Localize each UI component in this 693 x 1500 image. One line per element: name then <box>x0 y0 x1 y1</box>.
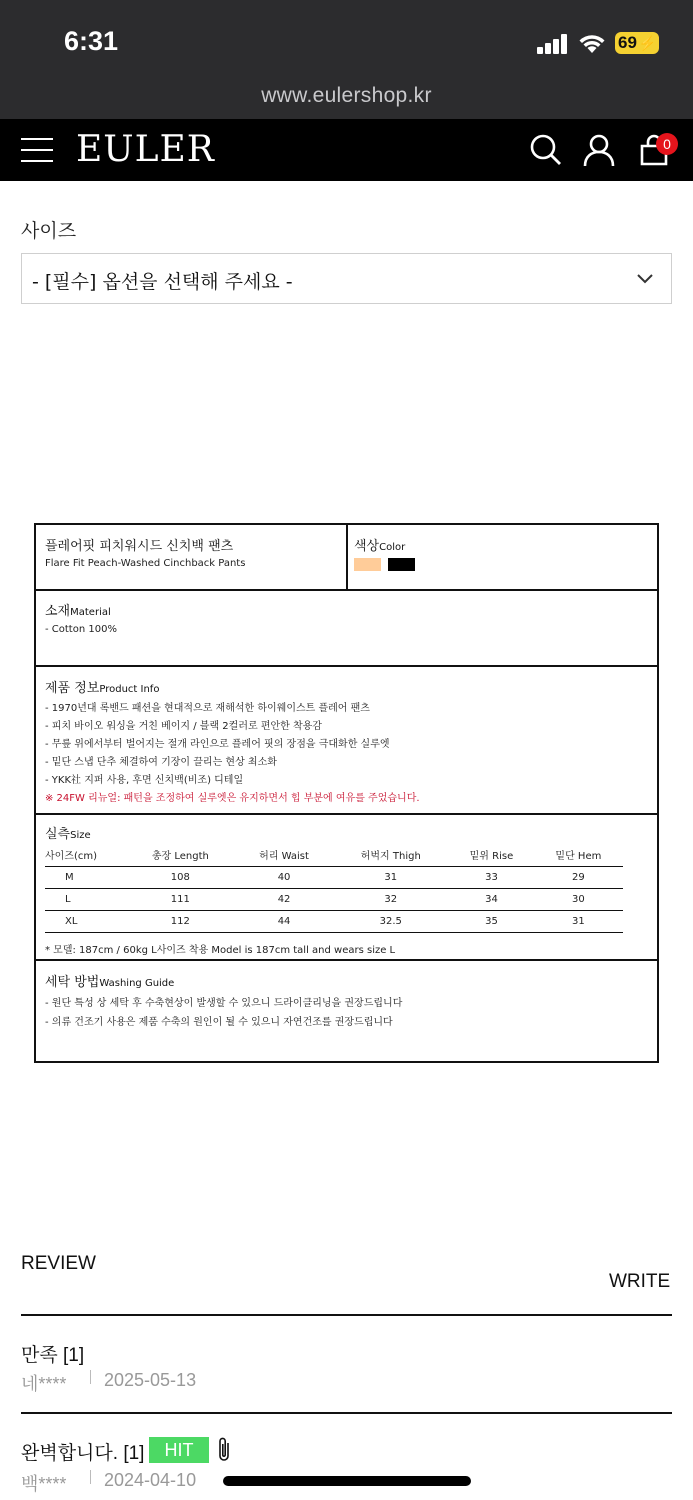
size-select-value: - [필수] 옵션을 선택해 주세요 - <box>32 271 293 293</box>
table-row: L 111 42 32 34 30 <box>45 889 623 911</box>
address-bar[interactable]: www.eulershop.kr <box>261 84 432 107</box>
review-date: 2025-05-13 <box>104 1370 197 1390</box>
color-title: 색상Color <box>354 539 406 554</box>
paperclip-icon <box>215 1436 233 1464</box>
product-name-en: Flare Fit Peach-Washed Cinchback Pants <box>45 558 246 569</box>
hit-badge: HIT <box>149 1437 209 1463</box>
size-title: 실측Size <box>45 827 91 842</box>
review-section-title: REVIEW <box>21 1253 96 1274</box>
model-note: * 모델: 187cm / 60kg L사이즈 착용 Model is 187cm tall and wears size L <box>45 945 396 956</box>
material-title: 소재Material <box>45 604 111 619</box>
info-line: - YKK社 지퍼 사용, 후면 신치백(비조) 디테일 <box>45 775 244 786</box>
battery-icon: 69 ⚡ <box>615 32 659 54</box>
info-line: - 밑단 스냅 단추 체결하여 기장이 끌리는 현상 최소화 <box>45 757 277 768</box>
status-time: 6:31 <box>64 26 119 56</box>
chevron-down-icon <box>635 268 655 288</box>
size-row <box>36 815 657 961</box>
wifi-icon <box>577 31 607 55</box>
wash-line: - 의류 건조기 사용은 제품 수축의 원인이 될 수 있으니 자연건조를 권장드립니다 <box>45 1017 393 1028</box>
size-table-header: 사이즈(cm) 총장 Length 허리 Waist 허벅지 Thigh 밑위 Rise 밑단 Hem <box>45 844 623 867</box>
product-info-title: 제품 정보Product Info <box>45 681 160 696</box>
home-indicator[interactable] <box>223 1476 471 1486</box>
cellular-signal-icon <box>537 34 569 54</box>
wash-line: - 원단 특성 상 세탁 후 수축현상이 발생할 수 있으니 드라이클리닝을 권장드립니다 <box>45 998 403 1009</box>
site-header <box>0 119 693 181</box>
size-select[interactable] <box>21 253 672 304</box>
review-author: 네**** <box>21 1374 67 1394</box>
search-icon[interactable] <box>529 133 563 167</box>
material-value: - Cotton 100% <box>45 624 117 635</box>
product-info-row <box>36 667 657 815</box>
washing-title: 세탁 방법Washing Guide <box>45 975 175 990</box>
review-item-title[interactable]: 완벽합니다. [1] <box>21 1443 145 1464</box>
table-row: M 108 40 31 33 29 <box>45 867 623 889</box>
user-icon[interactable] <box>582 133 616 167</box>
product-name-ko: 플레어핏 피치워시드 신치백 팬츠 <box>45 539 234 554</box>
info-line: - 피치 바이오 워싱을 거친 베이지 / 블랙 2컬러로 편안한 착용감 <box>45 721 322 732</box>
product-detail-card <box>34 523 659 1063</box>
info-line: - 1970년대 록밴드 패션을 현대적으로 재해석한 하이웨이스트 플레어 팬츠 <box>45 703 370 714</box>
color-swatch-black <box>388 558 415 571</box>
write-review-button[interactable]: WRITE <box>609 1271 671 1292</box>
divider <box>90 1470 91 1484</box>
browser-chrome <box>0 0 693 119</box>
product-name-row <box>36 525 657 591</box>
cart-count-badge: 0 <box>656 133 678 155</box>
divider <box>21 1412 672 1414</box>
table-row: XL 112 44 32.5 35 31 <box>45 911 623 933</box>
review-item-title[interactable]: 만족 [1] <box>21 1345 85 1366</box>
site-logo[interactable]: EULER <box>76 129 215 170</box>
size-table <box>45 844 623 933</box>
color-swatch-beige <box>354 558 381 571</box>
material-row <box>36 591 657 667</box>
size-option-label: 사이즈 <box>21 220 77 242</box>
divider <box>21 1314 672 1316</box>
info-line: - 무릎 위에서부터 벌어지는 절개 라인으로 플레어 핏의 장점을 극대화한 실루엣 <box>45 739 390 750</box>
menu-icon[interactable] <box>21 138 53 162</box>
washing-row <box>36 961 657 1061</box>
review-date: 2024-04-10 <box>104 1470 197 1490</box>
review-author: 백**** <box>21 1474 67 1494</box>
battery-level: 69 <box>618 33 637 52</box>
divider <box>90 1370 91 1384</box>
info-renewal-note: ※ 24FW 리뉴얼: 패턴을 조정하여 실루엣은 유지하면서 힙 부분에 여유를 주었습니다. <box>45 793 420 804</box>
